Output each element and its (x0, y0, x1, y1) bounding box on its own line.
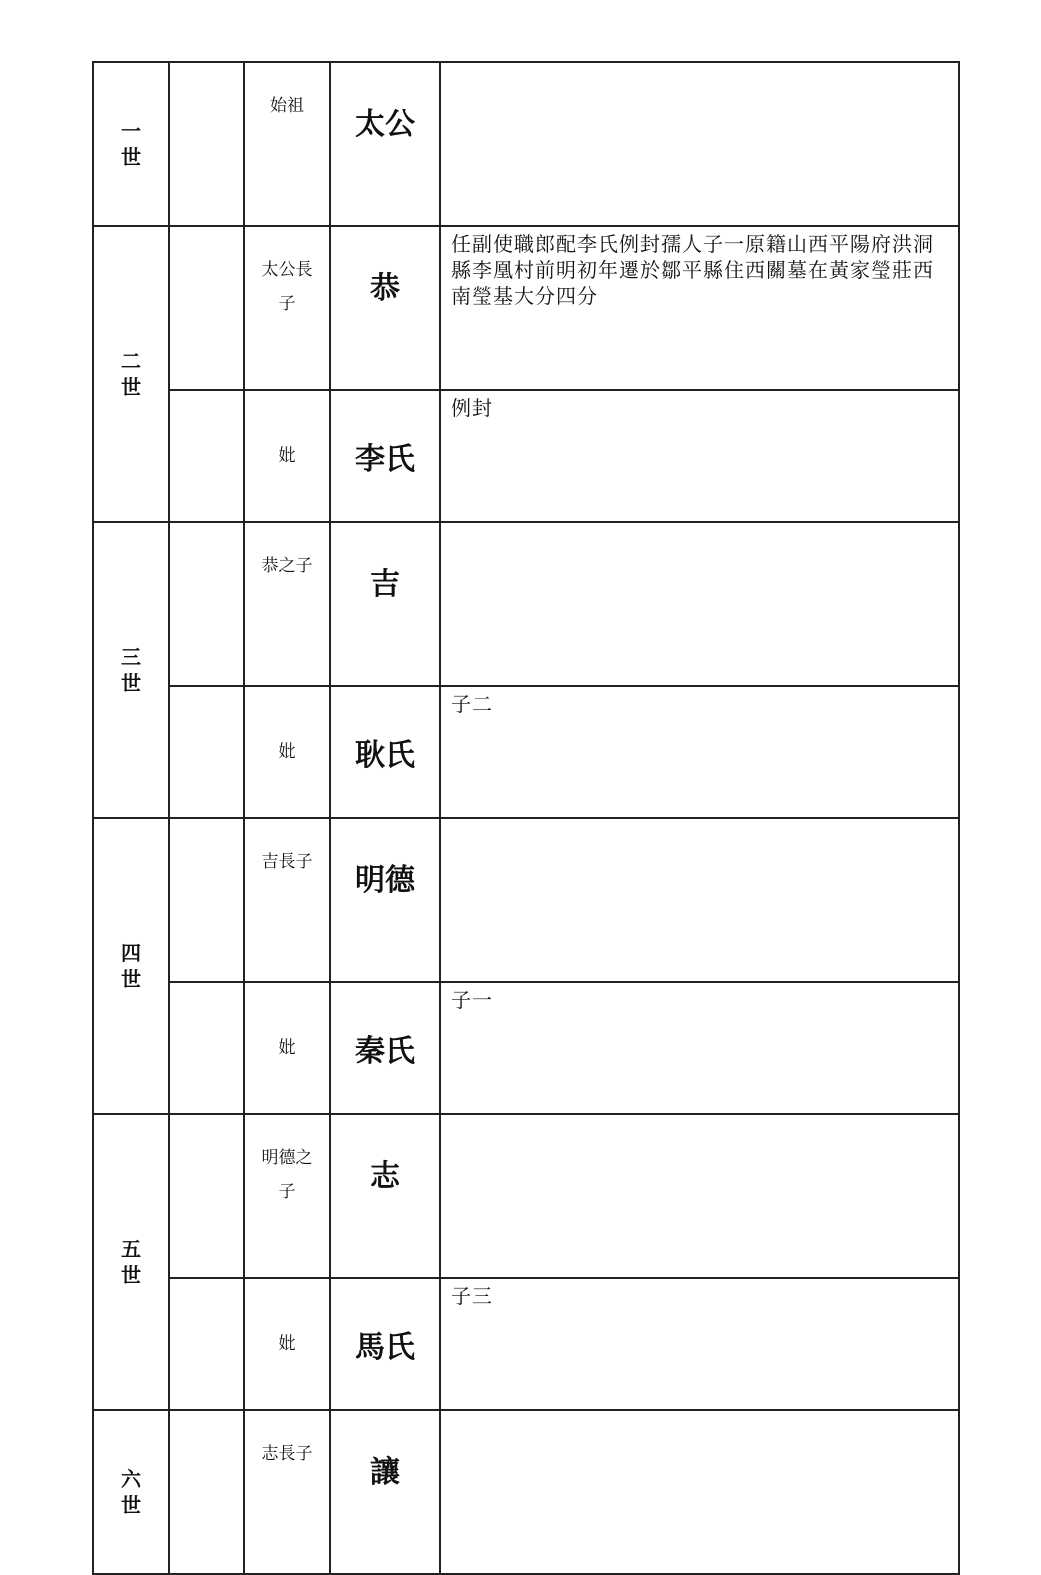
name-cell: 讓 (330, 1410, 440, 1574)
table-row (93, 1410, 959, 1574)
note-cell: 子二 (440, 686, 959, 818)
relation-cell: 妣 (244, 390, 330, 522)
note-cell (440, 522, 959, 686)
blank-cell (169, 1114, 244, 1278)
note-cell: 任副使職郎配李氏例封孺人子一原籍山西平陽府洪洞縣李凰村前明初年遷於鄒平縣住西關墓在黃家瑩莊西南瑩基大分四分 (440, 226, 959, 390)
table-row (93, 226, 959, 390)
table-row (93, 390, 959, 522)
name-cell: 李氏 (330, 390, 440, 522)
genealogy-table (92, 61, 960, 1575)
relation-cell: 恭之子 (244, 522, 330, 686)
relation-cell: 志長子 (244, 1410, 330, 1574)
blank-cell (169, 390, 244, 522)
note-cell (440, 1410, 959, 1574)
table-row (93, 1114, 959, 1278)
note-cell: 子一 (440, 982, 959, 1114)
generation-cell: 四 世 (93, 818, 169, 1114)
relation-cell: 明德之子 (244, 1114, 330, 1278)
note-cell (440, 1114, 959, 1278)
blank-cell (169, 1410, 244, 1574)
name-cell: 明德 (330, 818, 440, 982)
relation-cell: 吉長子 (244, 818, 330, 982)
note-cell (440, 62, 959, 226)
generation-cell: 三 世 (93, 522, 169, 818)
relation-cell: 始祖 (244, 62, 330, 226)
table-row (93, 1278, 959, 1410)
name-cell: 馬氏 (330, 1278, 440, 1410)
table-row (93, 522, 959, 686)
name-cell: 耿氏 (330, 686, 440, 818)
name-cell: 秦氏 (330, 982, 440, 1114)
note-cell: 子三 (440, 1278, 959, 1410)
note-cell (440, 818, 959, 982)
generation-cell: 六 世 (93, 1410, 169, 1574)
name-cell: 太公 (330, 62, 440, 226)
name-cell: 吉 (330, 522, 440, 686)
relation-cell: 妣 (244, 686, 330, 818)
blank-cell (169, 226, 244, 390)
table-row (93, 686, 959, 818)
table-row (93, 818, 959, 982)
table-row (93, 982, 959, 1114)
name-cell: 志 (330, 1114, 440, 1278)
blank-cell (169, 62, 244, 226)
blank-cell (169, 522, 244, 686)
generation-cell: 二 世 (93, 226, 169, 522)
name-cell: 恭 (330, 226, 440, 390)
blank-cell (169, 982, 244, 1114)
generation-cell: 一 世 (93, 62, 169, 226)
blank-cell (169, 1278, 244, 1410)
blank-cell (169, 686, 244, 818)
relation-cell: 妣 (244, 982, 330, 1114)
note-cell: 例封 (440, 390, 959, 522)
generation-cell: 五 世 (93, 1114, 169, 1410)
table-row (93, 62, 959, 226)
relation-cell: 妣 (244, 1278, 330, 1410)
relation-cell: 太公長子 (244, 226, 330, 390)
blank-cell (169, 818, 244, 982)
